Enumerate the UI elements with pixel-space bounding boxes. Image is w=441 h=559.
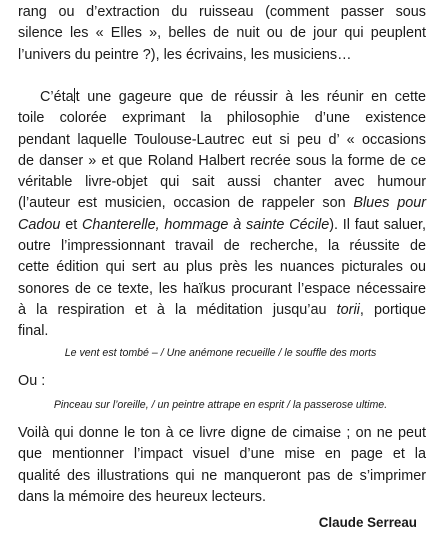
- book-title: Blues pour: [353, 195, 426, 212]
- haiku-2: Pinceau sur l’oreille, / un peintre attrape en esprit / la passerose ultime.: [53, 399, 388, 411]
- book-title: Cadou: [18, 216, 61, 233]
- text-line: outre l’impressionnant travail de recherche, la réussite de: [18, 238, 426, 255]
- haiku-1: Le vent est tombé – / Une anémone recueille / le souffle des morts: [64, 347, 377, 359]
- text-line: sonores de ce texte, les haïkus procurant l’espace nécessaire: [18, 280, 426, 297]
- text-line: C’éta t une gageure que de réussir à les réunir en cette: [40, 89, 426, 105]
- text-line: qualité des illustrations qui ne manqueront pas de s’imprimer: [18, 467, 426, 484]
- text-line: silence les « Elles », belles de nuit ou de jour qui peuplent: [18, 25, 426, 42]
- text-line: (l’auteur est musicien, occasion de rappeler son Blues pour: [18, 195, 426, 212]
- text-line: l’univers du peintre ?), les écrivains, les musiciens…: [18, 46, 352, 63]
- paragraph-1: [18, 2, 426, 66]
- book-title: Chanterelle, hommage à sainte Cécile: [82, 216, 330, 233]
- text-line: toile colorée exprimant la philosophie d’une existence: [18, 110, 426, 127]
- text-line: dans la mémoire des heureux lecteurs.: [18, 488, 266, 505]
- paragraph-3: [18, 423, 426, 508]
- text-line: de danser » et que Roland Halbert recrée sous la forme de ce: [18, 152, 426, 169]
- text-line: à la respiration et à la méditation jusqu’au torii, portique: [18, 301, 426, 318]
- author-signature: Claude Serreau: [318, 515, 417, 530]
- text-line: véritable livre-objet qui sait aussi chanter avec humour: [18, 174, 426, 191]
- text-line: final.: [18, 323, 49, 340]
- ou-label: Ou :: [18, 373, 46, 389]
- paragraph-2: [18, 87, 426, 343]
- text-line: Cadou et Chanterelle, hommage à sainte Cécile). Il faut saluer,: [18, 216, 426, 233]
- text-line: que mentionner l’impact visuel d’une mise en page et la: [18, 446, 426, 463]
- emphasis-word: torii: [336, 301, 360, 318]
- text-line: Voilà qui donne le ton à ce livre digne de cimaise ; on ne peut: [18, 425, 426, 441]
- text-line: pendant laquelle Toulouse-Lautrec eut si peu d’ « occasions: [18, 131, 426, 148]
- text-line: rang ou d’extraction du ruisseau (comment passer sous: [18, 4, 426, 20]
- text-line: cette édition qui sert au plus près les nuances picturales ou: [18, 259, 426, 276]
